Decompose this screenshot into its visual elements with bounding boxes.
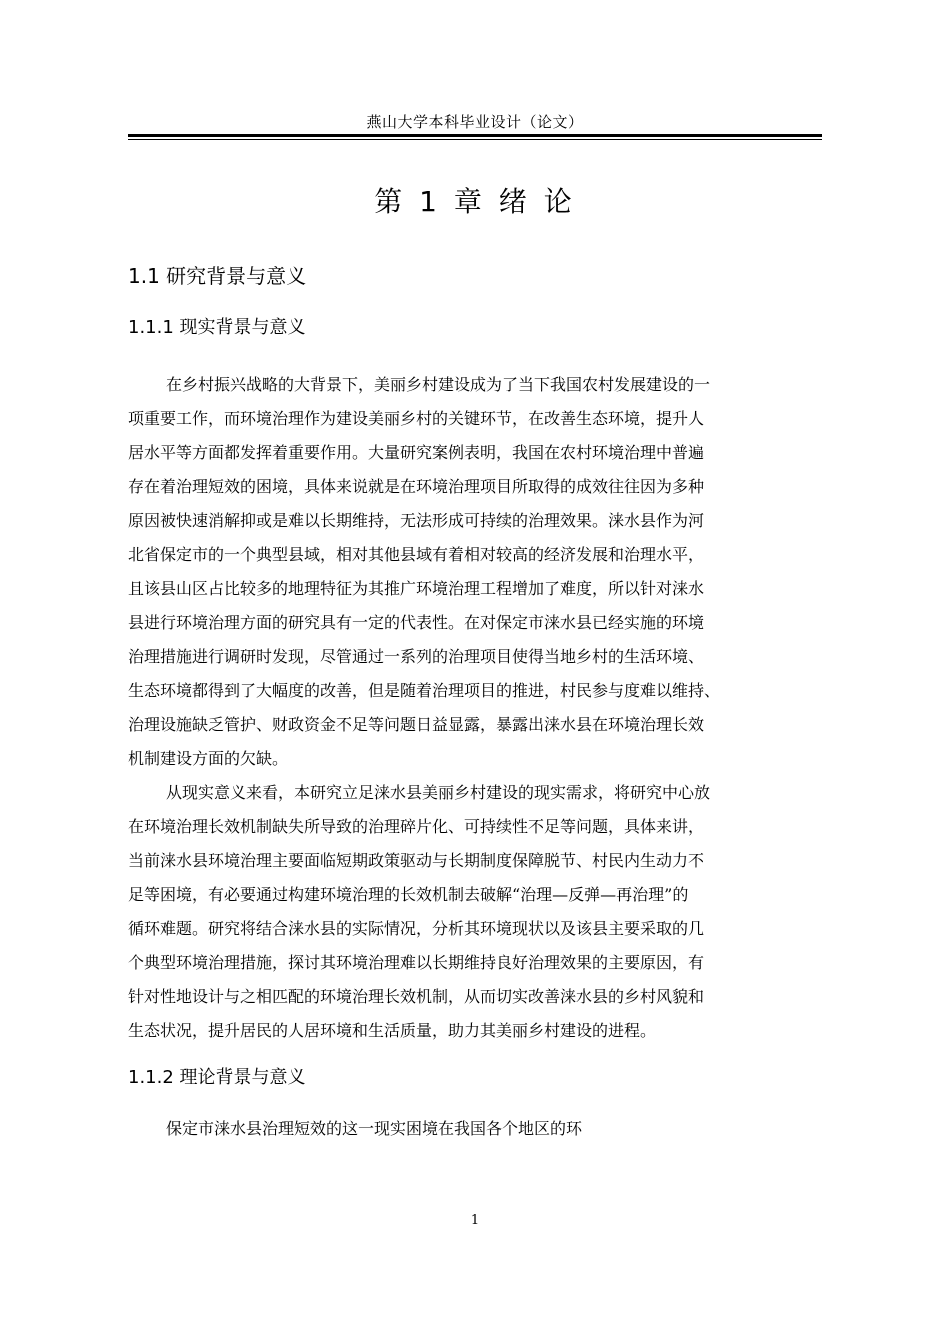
paragraph-line: 从现实意义来看，本研究立足涞水县美丽乡村建设的现实需求，将研究中心放: [166, 783, 711, 802]
paragraph-line: 循环难题。研究将结合涞水县的实际情况，分析其环境现状以及该县主要采取的几: [128, 919, 705, 938]
section-1-1-2-heading: 1.1.2 理论背景与意义: [128, 1067, 306, 1088]
section-1-1-1-heading: 1.1.1 现实背景与意义: [128, 317, 306, 338]
paragraph-line: 原因被快速消解抑或是难以长期维持，无法形成可持续的治理效果。涞水县作为河: [128, 511, 705, 530]
paragraph-line: 机制建设方面的欠缺。: [128, 749, 289, 768]
header-rule-thin: [128, 139, 822, 140]
paragraph-line: 在环境治理长效机制缺失所导致的治理碎片化、可持续性不足等问题，具体来讲，: [128, 817, 705, 836]
paragraph-line: 北省保定市的一个典型县域，相对其他县域有着相对较高的经济发展和治理水平，: [128, 545, 705, 564]
paragraph-line: 在乡村振兴战略的大背景下，美丽乡村建设成为了当下我国农村发展建设的一: [166, 375, 711, 394]
running-header: 燕山大学本科毕业设计（论文）: [366, 113, 584, 131]
header-rule-thick: [128, 134, 822, 137]
paragraph-line: 针对性地设计与之相匹配的环境治理长效机制，从而切实改善涞水县的乡村风貌和: [128, 987, 705, 1006]
chapter-title: 第 1 章 绪 论: [374, 185, 576, 218]
paragraph-line: 且该县山区占比较多的地理特征为其推广环境治理工程增加了难度，所以针对涞水: [128, 579, 705, 598]
paragraph-line: 县进行环境治理方面的研究具有一定的代表性。在对保定市涞水县已经实施的环境: [128, 613, 705, 632]
paragraph-line: 居水平等方面都发挥着重要作用。大量研究案例表明，我国在农村环境治理中普遍: [128, 443, 705, 462]
page-number: 1: [470, 1213, 480, 1228]
paragraph-line: 生态环境都得到了大幅度的改善，但是随着治理项目的推进，村民参与度难以维持、: [128, 681, 721, 700]
paragraph-line: 保定市涞水县治理短效的这一现实困境在我国各个地区的环: [166, 1119, 583, 1138]
paragraph-line: 存在着治理短效的困境，具体来说就是在环境治理项目所取得的成效往往因为多种: [128, 477, 705, 496]
paragraph-line: 当前涞水县环境治理主要面临短期政策驱动与长期制度保障脱节、村民内生动力不: [128, 851, 705, 870]
paragraph-line: 个典型环境治理措施，探讨其环境治理难以长期维持良好治理效果的主要原因，有: [128, 953, 705, 972]
paragraph-line: 生态状况，提升居民的人居环境和生活质量，助力其美丽乡村建设的进程。: [128, 1021, 657, 1040]
paragraph-line: 治理措施进行调研时发现，尽管通过一系列的治理项目使得当地乡村的生活环境、: [128, 647, 705, 666]
paragraph-line: 治理设施缺乏管护、财政资金不足等问题日益显露，暴露出涞水县在环境治理长效: [128, 715, 705, 734]
paragraph-line: 项重要工作，而环境治理作为建设美丽乡村的关键环节，在改善生态环境，提升人: [128, 409, 705, 428]
paragraph-line: 足等困境，有必要通过构建环境治理的长效机制去破解“治理—反弹—再治理”的: [128, 885, 689, 904]
section-1-1-heading: 1.1 研究背景与意义: [128, 264, 307, 288]
